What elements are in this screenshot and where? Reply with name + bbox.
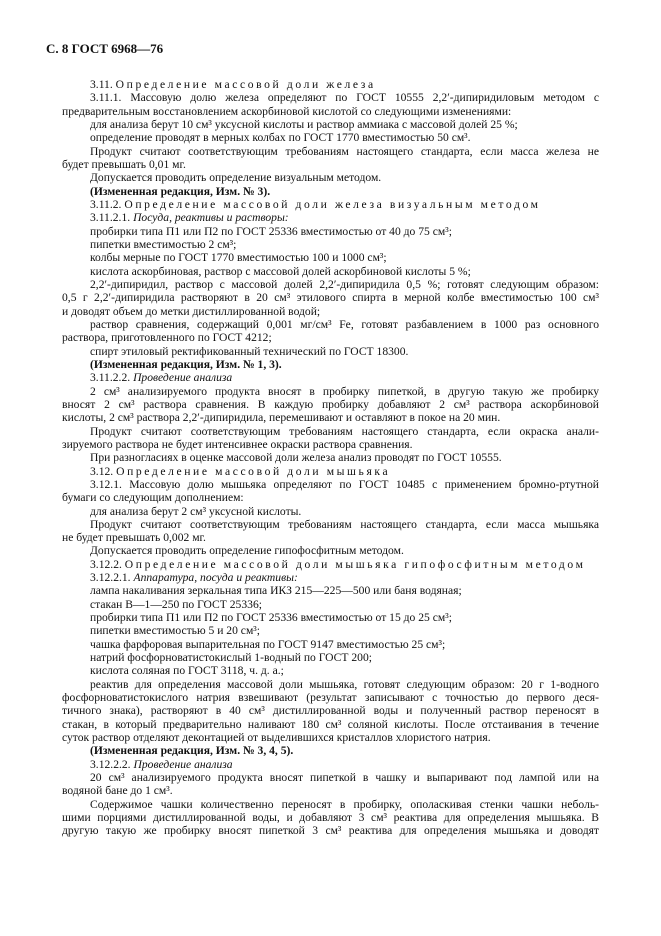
text-line	[62, 611, 599, 624]
line-text: Допускается проводить определение визуальным методом.	[90, 171, 382, 185]
section-heading	[62, 558, 599, 571]
section-number: 3.11.2.1.	[90, 211, 131, 225]
line-text: Посуда, реактивы и растворы:	[133, 211, 289, 225]
paragraph	[62, 518, 599, 545]
text-line	[62, 251, 599, 264]
line-text: (Измененная редакция, Изм. № 3).	[90, 184, 271, 198]
paragraph	[62, 425, 599, 452]
line-text: Содержимое чашки количественно переносят в пробирку, ополаскивая стенки чашки неболь-	[90, 797, 599, 811]
paragraph	[62, 385, 599, 425]
text-line	[62, 664, 599, 677]
section-number: 3.12.2.	[90, 557, 122, 571]
line-text: 3.11.1. Массовую долю железа определяют по ГОСТ 10555 2,2′-дипиридиловым методом с	[90, 91, 599, 105]
text-line	[62, 425, 599, 438]
text-line	[62, 744, 599, 757]
text-line	[62, 718, 599, 731]
text-line	[62, 358, 599, 371]
text-line	[62, 704, 599, 717]
text-line	[62, 505, 599, 518]
text-line	[62, 598, 599, 611]
paragraph	[62, 505, 599, 518]
line-text: лампа накаливания зеркальная типа ИКЗ 215—225—500 или баня водяная;	[90, 584, 462, 598]
section-number: 3.11.	[90, 78, 113, 91]
line-text: кислота соляная по ГОСТ 3118, ч. д. а.;	[90, 664, 284, 678]
text-line	[62, 438, 599, 451]
revision-note	[62, 185, 599, 198]
line-text: Продукт считают соответствующим требованиям настоящего стандарта, если масса мышьяка	[90, 517, 599, 531]
section-number: 3.12.	[90, 464, 114, 478]
line-text: кислоты, 2 см³ раствора 2,2′-дипиридила, перемешивают и оставляют в покое на 20 мин.	[62, 411, 501, 425]
paragraph	[62, 584, 599, 597]
line-text: Определение массовой доли железа	[115, 78, 376, 91]
text-line	[62, 211, 599, 224]
line-text: Продукт считают соответствующим требованиям настоящего стандарта, если окраска анали-	[90, 424, 599, 438]
subsection-heading	[62, 571, 599, 584]
line-text: пипетки вместимостью 2 см³;	[90, 237, 237, 251]
text-line	[62, 465, 599, 478]
line-text: пробирки типа П1 или П2 по ГОСТ 25336 вместимостью от 15 до 25 см³;	[90, 611, 452, 625]
text-line	[62, 345, 599, 358]
text-line	[62, 278, 599, 291]
line-text: натрий фосфорноватистокислый 1-водный по ГОСТ 200;	[90, 651, 372, 665]
line-text: Проведение анализа	[133, 371, 233, 385]
line-text: Определение массовой доли мышьяка	[116, 464, 391, 478]
paragraph	[62, 91, 599, 118]
line-text: колбы мерные по ГОСТ 1770 вместимостью 100 и 1000 см³;	[90, 251, 387, 265]
paragraph	[62, 771, 599, 798]
subsection-heading	[62, 211, 599, 224]
line-text: другую такую же пробирку вносят пипеткой 3 см³ реактива для определения мышьяка и доводят	[62, 824, 599, 838]
paragraph	[62, 265, 599, 278]
text-line	[62, 331, 599, 344]
paragraph	[62, 798, 599, 838]
text-line	[62, 185, 599, 198]
text-line	[62, 531, 599, 544]
revision-note	[62, 744, 599, 757]
section-heading	[62, 78, 599, 91]
text-line	[62, 305, 599, 318]
line-text: 20 см³ анализируемого продукта вносят пипеткой в чашку и выпаривают под лампой или на	[90, 771, 599, 785]
text-line	[62, 758, 599, 771]
line-text: тичного знака), растворяют в 40 см³ дистиллированной воды и полученный раствор переносят в	[62, 704, 599, 718]
line-text: вносят 2 см³ раствора сравнения. В каждую пробирку добавляют 2 см³ раствора аскорбиновой	[62, 397, 599, 411]
paragraph	[62, 238, 599, 251]
paragraph	[62, 451, 599, 464]
text-line	[62, 584, 599, 597]
paragraph	[62, 171, 599, 184]
line-text: 2 см³ анализируемого продукта вносят в пробирку пипеткой, в другую такую же пробирку	[90, 384, 599, 398]
section-number: 3.11.2.	[90, 197, 122, 211]
subsection-heading	[62, 758, 599, 771]
line-text: пробирки типа П1 или П2 по ГОСТ 25336 вместимостью от 40 до 75 см³;	[90, 224, 452, 238]
line-text: раствор сравнения, содержащий 0,001 мг/см³ Fe, готовят разбавлением в 1000 раз основного	[90, 317, 599, 331]
text-line	[62, 824, 599, 837]
line-text: реактив для определения массовой доли мышьяка, готовят следующим образом: 20 г 1-водного	[90, 677, 599, 691]
text-line	[62, 78, 599, 91]
line-text: пипетки вместимостью 5 и 20 см³;	[90, 624, 260, 638]
text-line	[62, 784, 599, 797]
paragraph	[62, 651, 599, 664]
text-line	[62, 411, 599, 424]
text-line	[62, 318, 599, 331]
text-line	[62, 371, 599, 384]
text-line	[62, 238, 599, 251]
paragraph	[62, 611, 599, 624]
paragraph	[62, 678, 599, 745]
text-line	[62, 651, 599, 664]
text-line	[62, 811, 599, 824]
text-line	[62, 624, 599, 637]
line-text: чашка фарфоровая выпарительная по ГОСТ 9147 вместимостью 25 см³;	[90, 637, 446, 651]
paragraph	[62, 118, 599, 131]
text-line	[62, 638, 599, 651]
text-line	[62, 171, 599, 184]
text-line	[62, 478, 599, 491]
text-line	[62, 798, 599, 811]
paragraph	[62, 225, 599, 238]
line-text: и доводят объем до метки дистиллированной водой;	[62, 304, 321, 318]
text-line	[62, 225, 599, 238]
line-text: Проведение анализа	[133, 757, 233, 771]
line-text: Допускается проводить определение гипофосфитным методом.	[90, 544, 404, 558]
line-text: Определение массовой доли железа визуальным методом	[124, 197, 541, 211]
text-line	[62, 118, 599, 131]
paragraph	[62, 145, 599, 172]
line-text: (Измененная редакция, Изм. № 1, 3).	[90, 357, 282, 371]
line-text: 3.12.1. Массовую долю мышьяка определяют по ГОСТ 10485 с применением бромно-ртутной	[90, 477, 599, 491]
line-text: 2,2′-дипиридил, раствор с массовой долей 2,2′-дипиридила 0,5 %; готовят следующим образом:	[90, 277, 599, 291]
text-line	[62, 145, 599, 158]
line-text: предварительным восстановлением аскорбиновой кислотой со следующими изменениями:	[62, 104, 512, 118]
paragraph	[62, 598, 599, 611]
section-number: 3.12.2.1.	[90, 571, 131, 585]
line-text: суток раствор отделяют деконтацией от выделившихся кристаллов хлористого натрия.	[62, 731, 491, 745]
text-line	[62, 678, 599, 691]
paragraph	[62, 544, 599, 557]
paragraph	[62, 318, 599, 345]
section-number: 3.11.2.2.	[90, 371, 131, 385]
paragraph	[62, 664, 599, 677]
line-text: Определение массовой доли мышьяка гипофосфитным методом	[124, 557, 586, 571]
line-text: определение проводят в мерных колбах по ГОСТ 1770 вместимостью 50 см³.	[90, 131, 471, 145]
line-text: для анализа берут 2 см³ уксусной кислоты.	[90, 504, 302, 518]
line-text: для анализа берут 10 см³ уксусной кислоты и раствор аммиака с массовой долей 25 %;	[90, 117, 518, 131]
paragraph	[62, 251, 599, 264]
revision-note	[62, 358, 599, 371]
line-text: спирт этиловый ректификованный технический по ГОСТ 18300.	[90, 344, 409, 358]
section-heading	[62, 198, 599, 211]
text-line	[62, 198, 599, 211]
paragraph	[62, 345, 599, 358]
line-text: При разногласиях в оценке массовой доли железа анализ проводят по ГОСТ 10555.	[90, 451, 502, 465]
line-text: фосфорноватистокислого натрия взвешивают (результат записывают с точностью до первого деся-	[62, 691, 599, 705]
line-text: Продукт считают соответствующим требованиям настоящего стандарта, если масса железа не	[90, 144, 599, 158]
text-line	[62, 131, 599, 144]
text-line	[62, 451, 599, 464]
subsection-heading	[62, 371, 599, 384]
paragraph	[62, 131, 599, 144]
line-text: (Измененная редакция, Изм. № 3, 4, 5).	[90, 744, 294, 758]
line-text: будет превышать 0,01 мг.	[62, 157, 186, 171]
line-text: раствора, приготовленного по ГОСТ 4212;	[62, 331, 272, 345]
paragraph	[62, 478, 599, 505]
line-text: водяной бане до 1 см³.	[62, 784, 173, 798]
document-body	[62, 78, 599, 838]
text-line	[62, 731, 599, 744]
line-text: 0,5 г 2,2′-дипиридила растворяют в 20 см³ этилового спирта в мерной колбе вместимостью 100 см³	[62, 291, 599, 305]
text-line	[62, 518, 599, 531]
text-line	[62, 105, 599, 118]
paragraph	[62, 624, 599, 637]
text-line	[62, 158, 599, 171]
line-text: не будет превышать 0,002 мг.	[62, 531, 206, 545]
line-text: бумаги со следующим дополнением:	[62, 491, 244, 505]
line-text: стакан, в который предварительно наливают 180 см³ соляной кислоты. После отстаивания в течение	[62, 717, 599, 731]
text-line	[62, 398, 599, 411]
text-line	[62, 491, 599, 504]
line-text: стакан В—1—250 по ГОСТ 25336;	[90, 597, 262, 611]
text-line	[62, 385, 599, 398]
line-text: Аппаратура, посуда и реактивы:	[133, 571, 298, 585]
text-line	[62, 691, 599, 704]
section-heading	[62, 465, 599, 478]
line-text: шими порциями дистиллированной воды, и добавляют 3 см³ реактива для определения мышьяка. В	[62, 811, 599, 825]
text-line	[62, 544, 599, 557]
page-header: С. 8 ГОСТ 6968—76	[46, 41, 164, 56]
text-line	[62, 558, 599, 571]
text-line	[62, 265, 599, 278]
text-line	[62, 91, 599, 104]
paragraph	[62, 638, 599, 651]
text-line	[62, 771, 599, 784]
line-text: зируемого раствора не будет интенсивнее окраски раствора сравнения.	[62, 437, 413, 451]
line-text: кислота аскорбиновая, раствор с массовой долей аскорбиновой кислоты 5 %;	[90, 264, 471, 278]
text-line	[62, 571, 599, 584]
section-number: 3.12.2.2.	[90, 757, 131, 771]
paragraph	[62, 278, 599, 318]
text-line	[62, 291, 599, 304]
